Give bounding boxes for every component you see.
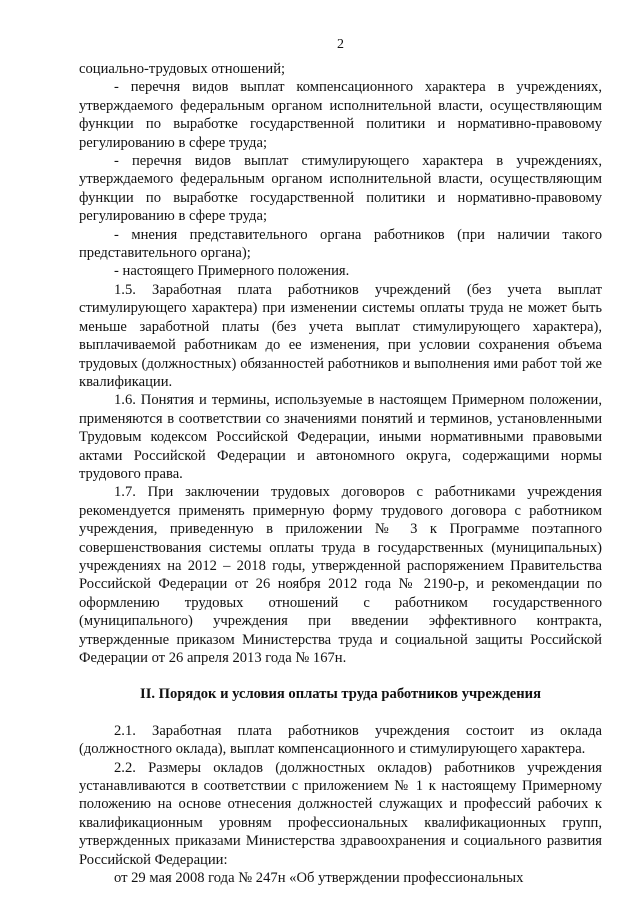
paragraph: социально-трудовых отношений;: [79, 61, 286, 77]
paragraph: 1.7. При заключении трудовых договоров с работниками учреждения рекомендуется применять примерную форму трудового договора с работником учреждения, приведенную в приложении № 3 к Программе поэтапного совершенствования системы оплаты труда в государственных (муниципальных) учреждениях на 2012 – 2018 годы, утвержденной распоряжением Правительства Российской Федерации от 26 ноября 2012 года № 2190-р, и рекомендации по оформлению трудовых отношений с работником государственного (муниципального) учреждения при введении эффективного контракта, утвержденные приказом Министерства труда и социальной защиты Российской Федерации от 26 апреля 2013 года № 167н.: [79, 484, 602, 666]
paragraph: - перечня видов выплат компенсационного характера в учреждениях, утверждаемого федеральным органом исполнительной власти, осуществляющим функции по выработке государственной политики и нормативно-правовому регулированию в сфере труда;: [79, 79, 602, 151]
paragraph: - мнения представительного органа работников (при наличии такого представительного органа);: [79, 226, 602, 262]
paragraph: - настоящего Примерного положения.: [114, 263, 350, 280]
paragraphs-after: [79, 722, 602, 888]
paragraph: от 29 мая 2008 года № 247н «Об утверждении профессиональных: [114, 870, 524, 887]
section-heading: II. Порядок и условия оплаты труда работников учреждения: [140, 686, 541, 703]
page-number: 2: [337, 37, 344, 52]
paragraph: - перечня видов выплат стимулирующего характера в учреждениях, утверждаемого федеральным органом исполнительной власти, осуществляющим функции по выработке государственной политики и нормативно-правовому регулированию в сфере труда;: [79, 153, 602, 225]
paragraph: 1.6. Понятия и термины, используемые в настоящем Примерном положении, применяются в соответствии со значениями понятий и терминов, установленными Трудовым кодексом Российской Федерации, иными нормативными правовыми актами Российской Федерации и автономного округа, содержащими нормы трудового права.: [79, 392, 602, 482]
paragraph: 1.5. Заработная плата работников учреждений (без учета выплат стимулирующего характера) при изменении системы оплаты труда не может быть меньше заработной платы (без учета выплат стимулирующего характера), выплачиваемой работникам до ее изменения, при условии сохранения объема трудовых (должностных) обязанностей работников и выполнения ими работ той же квалификации.: [79, 281, 602, 390]
paragraphs-before: [79, 60, 602, 667]
paragraph: 2.2. Размеры окладов (должностных окладов) работников учреждения устанавливаются в соответствии с приложением № 1 к настоящему Примерному положению на основе отнесения должностей служащих и профессий рабочих к квалификационным уровням профессиональных квалификационных групп, утвержденных приказами Министерства здравоохранения и социального развития Российской Федерации:: [79, 759, 602, 868]
paragraph: 2.1. Заработная плата работников учреждения состоит из оклада (должностного оклада), выплат компенсационного и стимулирующего характера.: [79, 722, 602, 758]
